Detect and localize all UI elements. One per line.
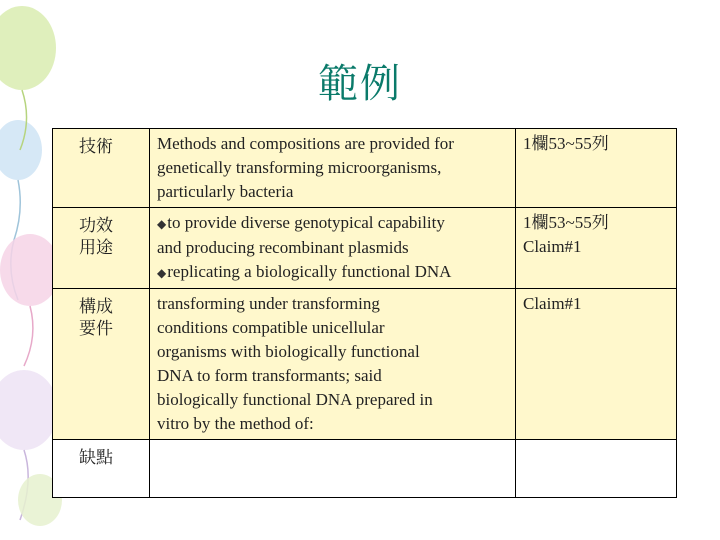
table-row [53, 289, 677, 440]
row-content: ◆to provide diverse genotypical capability and producing recombinant plasmids ◆replicating a biologically functional DNA [150, 208, 516, 289]
list-item: ◆to provide diverse genotypical capability [157, 213, 445, 232]
row-content [150, 440, 516, 498]
row-reference: 1欄53~55列 Claim#1 [516, 208, 677, 289]
list-item: ◆replicating a biologically functional DNA [157, 262, 452, 282]
row-reference [516, 440, 677, 498]
row-content: transforming under transforming conditions compatible unicellular organisms with biologically functional DNA to form transformants; said biologically functional DNA prepared in vitro by the method of: [150, 289, 516, 440]
slide-title: 範例 [318, 61, 402, 107]
row-label: 功效 用途 [53, 208, 150, 289]
table-row [53, 129, 677, 208]
row-label: 構成 要件 [53, 289, 150, 440]
example-table [52, 128, 677, 498]
row-label: 缺點 [53, 440, 150, 498]
table-row [53, 208, 677, 289]
row-reference: 1欄53~55列 [516, 129, 677, 208]
row-reference: Claim#1 [516, 289, 677, 440]
row-label: 技術 [53, 129, 150, 208]
table-row [53, 440, 677, 498]
bullet-icon: ◆ [157, 266, 167, 281]
row-content: Methods and compositions are provided for genetically transforming microorganisms, particularly bacteria [150, 129, 516, 208]
bullet-icon: ◆ [157, 217, 167, 232]
